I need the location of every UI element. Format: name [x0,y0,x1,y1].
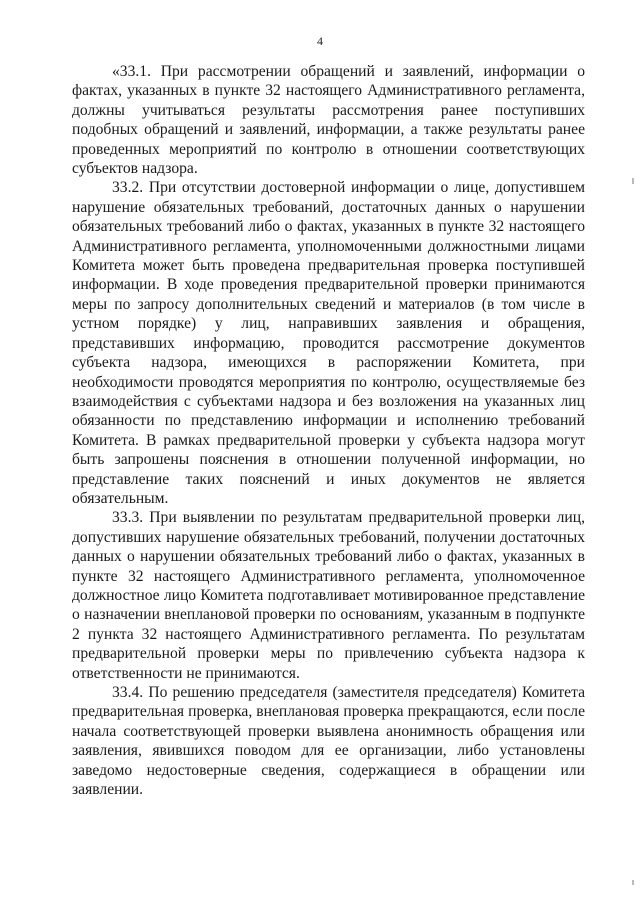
page-number: 4 [317,34,323,48]
paragraph-33-2: 33.2. При отсутствии достоверной информации о лице, допустившем нарушение обязательных требований, достаточных данных о нарушении обязательных требований либо о фактах, указанных в пункте 32 настоящего Административного регламента, уполномоченными должностными лицами Комитета может быть проведена предварительная проверка поступившей информации. В ходе проведения предварительной проверки принимаются меры по запросу дополнительных сведений и материалов (в том числе в устном порядке) у лиц, направивших заявления и обращения, представивших информацию, проводится рассмотрение документов субъекта надзора, имеющихся в распоряжении Комитета, при необходимости проводятся мероприятия по контролю, осуществляемые без взаимодействия с субъектами надзора и без возложения на указанных лиц обязанности по представлению информации и исполнению требований Комитета. В рамках предварительной проверки у субъекта надзора могут быть запрошены пояснения в отношении полученной информации, но представление таких пояснений и иных документов не является обязательным. [72,179,585,507]
paragraph-33-1: «33.1. При рассмотрении обращений и заявлений, информации о фактах, указанных в пункте 32 настоящего Административного регламента, должны учитываться результаты рассмотрения ранее поступивших подобных обращений и заявлений, информации, а также результаты ранее проведенных мероприятий по контролю в отношении соответствующих субъектов надзора. [72,63,585,178]
paragraph-33-4: 33.4. По решению председателя (заместителя председателя) Комитета предварительная проверка, внеплановая проверка прекращаются, если после начала соответствующей проверки выявлена анонимность обращения или заявления, явившихся поводом для ее организации, либо установлены заведомо недостоверные сведения, содержащиеся в обращении или заявлении. [72,684,585,799]
paragraph-33-3: 33.3. При выявлении по результатам предварительной проверки лиц, допустивших нарушение обязательных требований, получении достаточных данных о нарушении обязательных требований либо о фактах, указанных в пункте 32 настоящего Административного регламента, уполномоченное должностное лицо Комитета подготавливает мотивированное представление о назначении внеплановой проверки по основаниям, указанным в подпункте 2 пункта 32 настоящего Административного регламента. По результатам предварительной проверки меры по привлечению субъекта надзора к ответственности не принимаются. [72,509,585,682]
scan-margin-mark [632,178,634,184]
document-body [72,62,585,799]
scan-margin-mark [632,880,634,885]
